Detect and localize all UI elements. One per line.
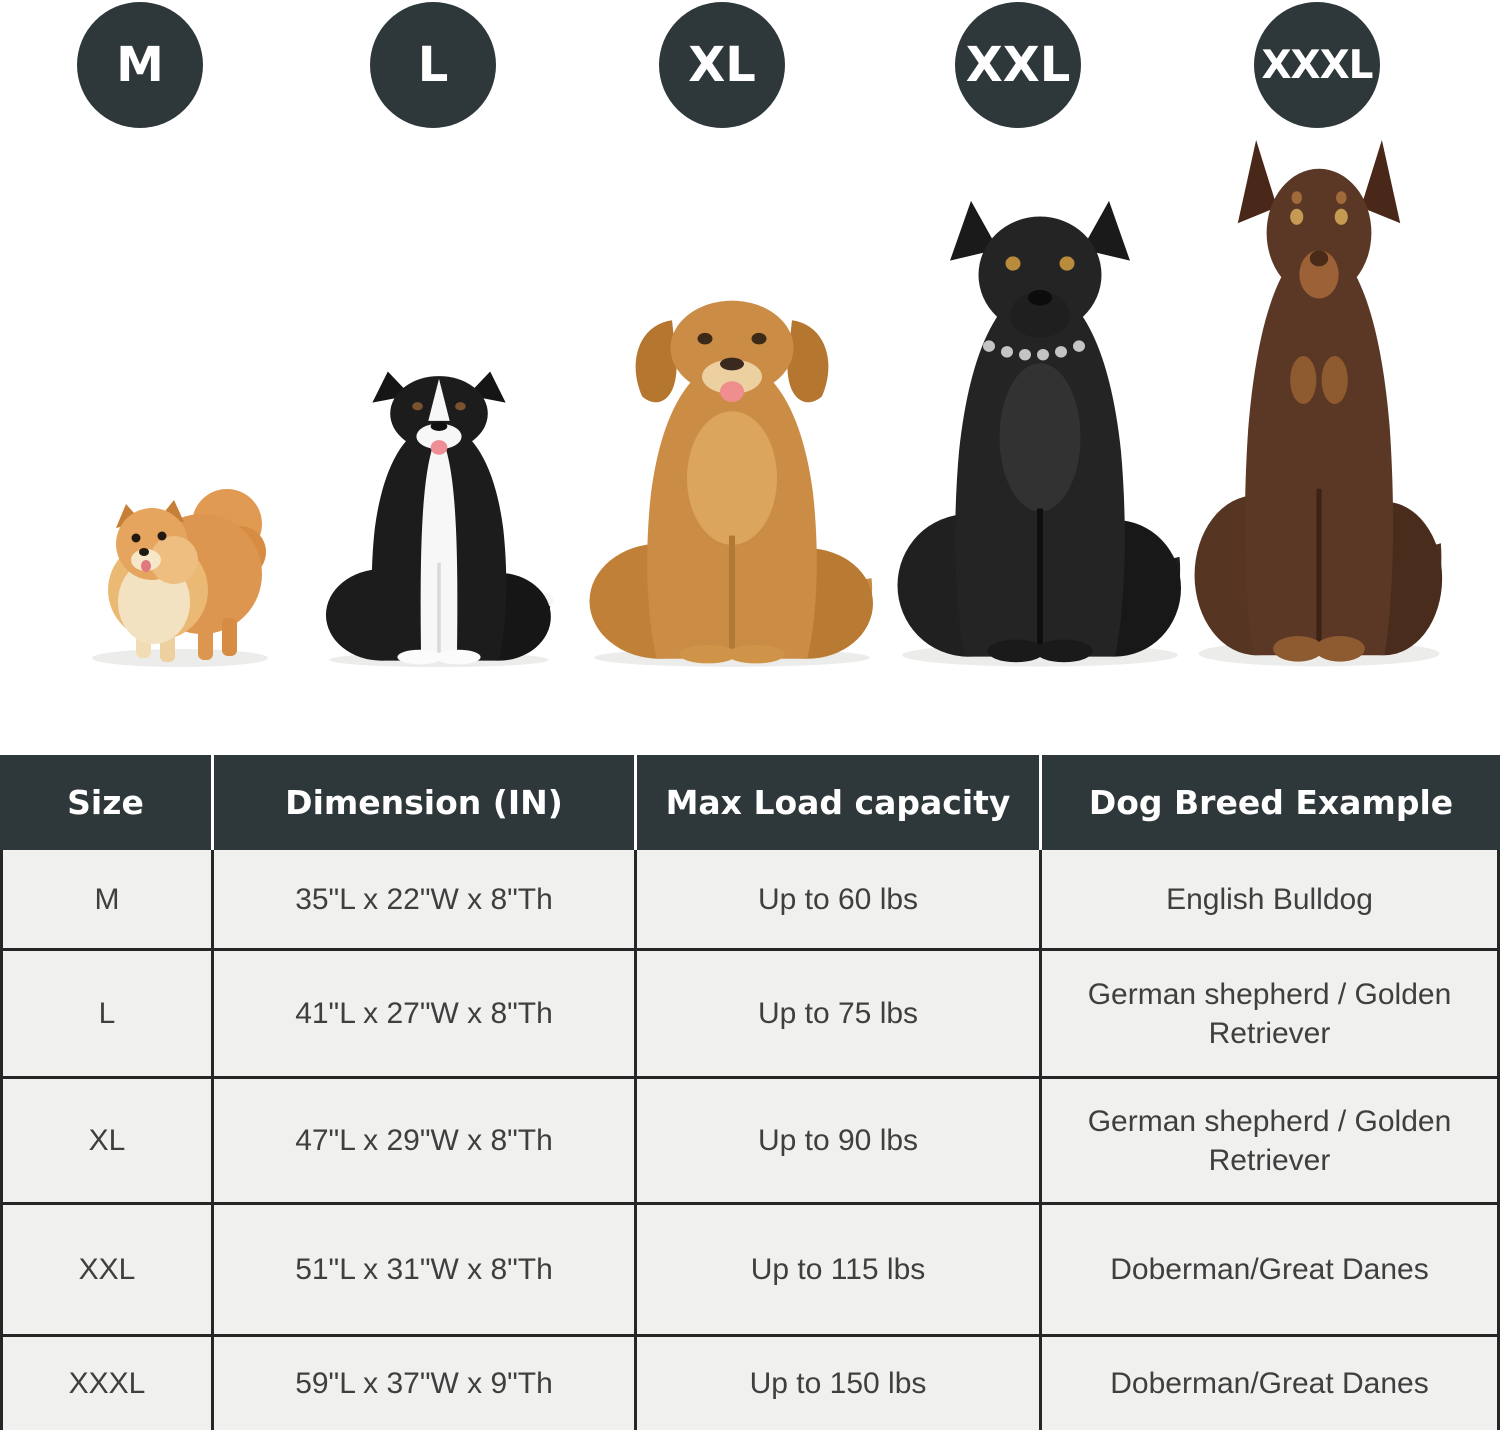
- header-cell-max-load: Max Load capacity: [637, 755, 1039, 850]
- header-cell-breed: Dog Breed Example: [1042, 755, 1500, 850]
- cell-dimension: 35"L x 22"W x 8"Th: [214, 850, 634, 948]
- table-row-xl: [3, 1079, 1497, 1202]
- cell-size: XXXL: [3, 1337, 211, 1430]
- pomeranian-dog-icon: [80, 462, 280, 668]
- size-badge-label: XXL: [965, 37, 1071, 93]
- size-badge-xxl: [955, 2, 1081, 128]
- cell-dimension: 47"L x 29"W x 8"Th: [214, 1079, 634, 1202]
- golden-retriever-dog-icon: [582, 288, 882, 668]
- size-badge-label: M: [116, 37, 164, 93]
- cell-dimension: 51"L x 31"W x 8"Th: [214, 1205, 634, 1334]
- cell-size: L: [3, 951, 211, 1076]
- cell-breed: German shepherd / Golden Retriever: [1042, 1079, 1497, 1202]
- size-badge-label: L: [417, 37, 449, 93]
- size-table-header-row: [0, 755, 1500, 850]
- cell-dimension: 41"L x 27"W x 8"Th: [214, 951, 634, 1076]
- cell-dimension: 59"L x 37"W x 9"Th: [214, 1337, 634, 1430]
- cell-max-load: Up to 115 lbs: [637, 1205, 1039, 1334]
- great-dane-dog-image: [890, 198, 1190, 668]
- cell-max-load: Up to 60 lbs: [637, 850, 1039, 948]
- doberman-dog-image: [1188, 140, 1450, 668]
- table-row-m: [3, 850, 1497, 948]
- doberman-dog-icon: [1188, 140, 1450, 668]
- cell-max-load: Up to 150 lbs: [637, 1337, 1039, 1430]
- cell-breed: Doberman/Great Danes: [1042, 1205, 1497, 1334]
- size-badge-label: XL: [688, 37, 756, 93]
- table-row-l: [3, 951, 1497, 1076]
- pomeranian-dog-image: [80, 462, 280, 668]
- great-dane-dog-icon: [890, 198, 1190, 668]
- table-row-xxxl: [3, 1337, 1497, 1430]
- header-cell-size: Size: [0, 755, 211, 850]
- size-table: [0, 755, 1500, 1430]
- cell-max-load: Up to 90 lbs: [637, 1079, 1039, 1202]
- header-cell-dimension: Dimension (IN): [214, 755, 634, 850]
- table-row-xxl: [3, 1205, 1497, 1334]
- size-badge-xl: [659, 2, 785, 128]
- cell-size: XXL: [3, 1205, 211, 1334]
- cell-size: XL: [3, 1079, 211, 1202]
- size-badge-label: XXXL: [1261, 42, 1373, 88]
- size-badge-l: [370, 2, 496, 128]
- size-badge-xxxl: [1254, 2, 1380, 128]
- cell-breed: English Bulldog: [1042, 850, 1497, 948]
- size-badge-m: [77, 2, 203, 128]
- size-table-body: [0, 850, 1500, 1430]
- golden-retriever-dog-image: [582, 288, 882, 668]
- cell-size: M: [3, 850, 211, 948]
- cell-breed: German shepherd / Golden Retriever: [1042, 951, 1497, 1076]
- border-collie-dog-image: [320, 366, 558, 668]
- cell-breed: Doberman/Great Danes: [1042, 1337, 1497, 1430]
- cell-max-load: Up to 75 lbs: [637, 951, 1039, 1076]
- border-collie-dog-icon: [320, 366, 558, 668]
